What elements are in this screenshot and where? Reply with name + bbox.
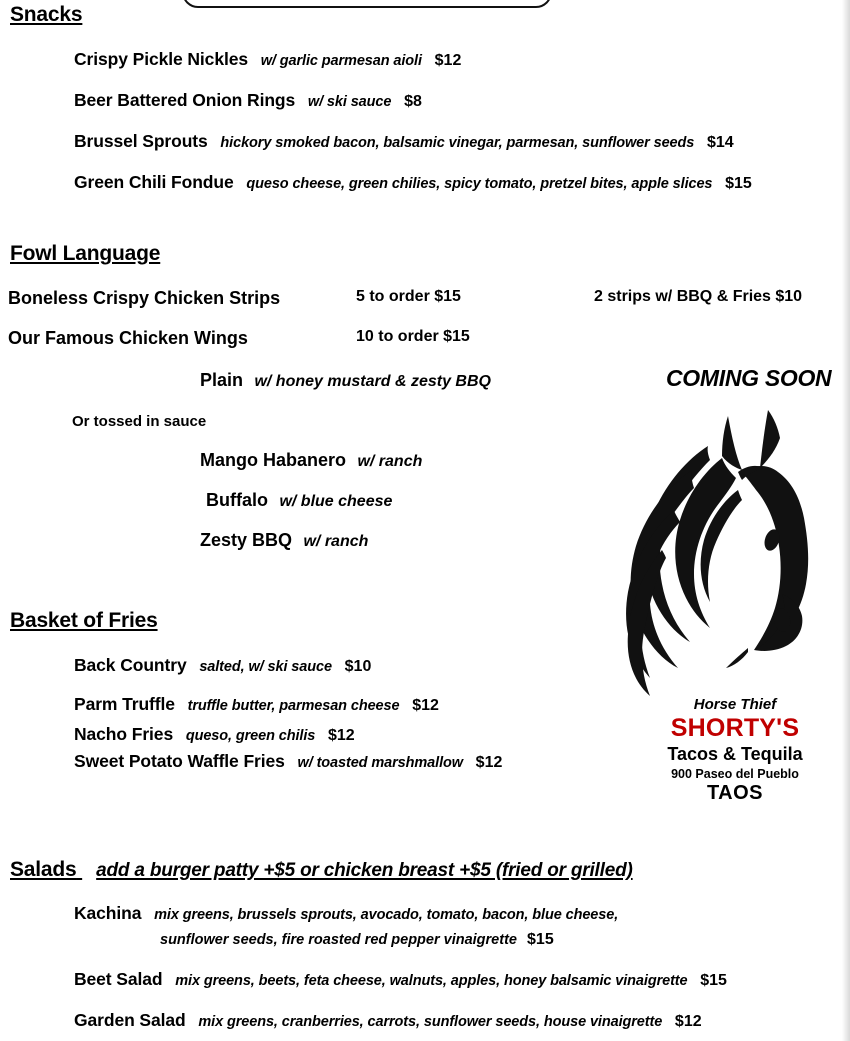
item-name: Boneless Crispy Chicken Strips <box>8 288 281 308</box>
menu-item <box>74 90 422 111</box>
item-desc: hickory smoked bacon, balsamic vinegar, parmesan, sunflower seeds <box>220 135 695 151</box>
option-name: Zesty BBQ <box>200 530 293 550</box>
item-price: $12 <box>434 52 462 69</box>
item-desc: w/ ski sauce <box>307 94 392 110</box>
section-heading-label: Basket of Fries <box>10 609 158 632</box>
fowl-row <box>8 288 280 309</box>
section-heading-label: Fowl Language <box>10 242 161 265</box>
menu-item <box>74 49 461 70</box>
item-desc: salted, w/ ski sauce <box>199 659 332 675</box>
section-heading-fowl-language <box>10 242 160 266</box>
item-desc-continuation <box>160 931 554 949</box>
item-name: Garden Salad <box>74 1010 186 1030</box>
fowl-qty <box>356 288 461 306</box>
fowl-alt <box>594 288 802 306</box>
item-name: Brussel Sprouts <box>74 131 208 151</box>
item-desc: w/ toasted marshmallow <box>297 755 463 771</box>
item-desc: mix greens, brussels sprouts, avocado, tomato, bacon, blue cheese, <box>154 907 619 923</box>
page-edge-shadow <box>842 0 850 1041</box>
section-heading-salads <box>10 858 633 882</box>
item-price: $15 <box>527 931 554 948</box>
option-desc: w/ ranch <box>357 453 423 470</box>
section-heading-basket-of-fries <box>10 609 158 633</box>
option-desc: w/ ranch <box>303 533 369 550</box>
item-desc: queso, green chilis <box>185 728 316 744</box>
item-price: $15 <box>700 972 727 989</box>
item-desc: w/ garlic parmesan aioli <box>260 53 422 69</box>
wing-sauce-option <box>206 490 392 511</box>
item-qty-price: 5 to order $15 <box>356 288 461 305</box>
item-price: $12 <box>328 727 355 744</box>
item-desc-line2: sunflower seeds, fire roasted red pepper vinaigrette <box>160 932 517 948</box>
menu-item <box>74 1010 702 1031</box>
item-price: $15 <box>725 175 752 192</box>
item-price: $12 <box>475 754 503 771</box>
item-price: $10 <box>344 658 372 675</box>
menu-item <box>74 172 752 193</box>
item-qty-price: 10 to order $15 <box>356 328 470 345</box>
logo-line-shortys: SHORTY'S <box>670 714 800 742</box>
menu-item <box>74 969 727 990</box>
item-name: Green Chili Fondue <box>74 172 234 192</box>
coming-soon-text: COMING SOON <box>666 365 832 391</box>
item-price: $12 <box>412 697 439 714</box>
section-heading-snacks <box>10 3 82 27</box>
option-name: Buffalo <box>206 490 268 510</box>
tossed-in-sauce-label <box>72 413 206 430</box>
option-desc: w/ honey mustard & zesty BBQ <box>254 373 491 390</box>
option-desc: w/ blue cheese <box>279 493 393 510</box>
item-name: Kachina <box>74 903 142 923</box>
wings-plain-option <box>200 370 491 391</box>
logo-line-horse-thief: Horse Thief <box>693 696 777 713</box>
item-desc: truffle butter, parmesan cheese <box>187 698 400 714</box>
item-name: Beer Battered Onion Rings <box>74 90 296 110</box>
section-heading-label: Salads <box>10 858 77 881</box>
item-desc: mix greens, cranberries, carrots, sunflower seeds, house vinaigrette <box>198 1014 663 1030</box>
section-note: add a burger patty +$5 or chicken breast +$5 (fried or grilled) <box>96 860 633 881</box>
item-name: Sweet Potato Waffle Fries <box>74 751 285 771</box>
logo-line-city: TAOS <box>706 782 764 804</box>
item-desc: mix greens, beets, feta cheese, walnuts, apples, honey balsamic vinaigrette <box>175 973 688 989</box>
menu-item <box>74 751 502 772</box>
item-name: Beet Salad <box>74 969 163 989</box>
item-name: Nacho Fries <box>74 724 174 744</box>
menu-item <box>74 903 618 924</box>
item-desc: queso cheese, green chilies, spicy tomato, pretzel bites, apple slices <box>246 176 713 192</box>
item-name: Back Country <box>74 655 187 675</box>
wing-sauce-option <box>200 450 422 471</box>
logo-line-tacos-tequila: Tacos & Tequila <box>667 744 803 764</box>
wing-sauce-option <box>200 530 368 551</box>
menu-item <box>74 724 355 745</box>
item-price: $14 <box>706 134 734 151</box>
menu-item <box>74 131 734 152</box>
coming-soon-label <box>666 365 831 392</box>
option-name: Plain <box>200 370 244 390</box>
restaurant-logo-block <box>620 696 850 805</box>
tossed-label-text: Or tossed in sauce <box>72 413 207 430</box>
fowl-row <box>8 328 248 349</box>
menu-item <box>74 655 371 676</box>
item-name: Our Famous Chicken Wings <box>8 328 248 348</box>
item-name: Crispy Pickle Nickles <box>74 49 248 69</box>
menu-item <box>74 694 439 715</box>
item-alt-price: 2 strips w/ BBQ & Fries $10 <box>594 288 803 305</box>
section-heading-label: Snacks <box>10 3 83 26</box>
item-price: $12 <box>674 1013 702 1030</box>
top-cropped-box <box>182 0 552 8</box>
item-name: Parm Truffle <box>74 694 175 714</box>
fowl-qty <box>356 328 470 346</box>
horse-head-logo-icon <box>596 398 846 698</box>
item-price: $8 <box>404 93 422 110</box>
logo-line-address: 900 Paseo del Pueblo <box>671 767 799 781</box>
option-name: Mango Habanero <box>200 450 347 470</box>
